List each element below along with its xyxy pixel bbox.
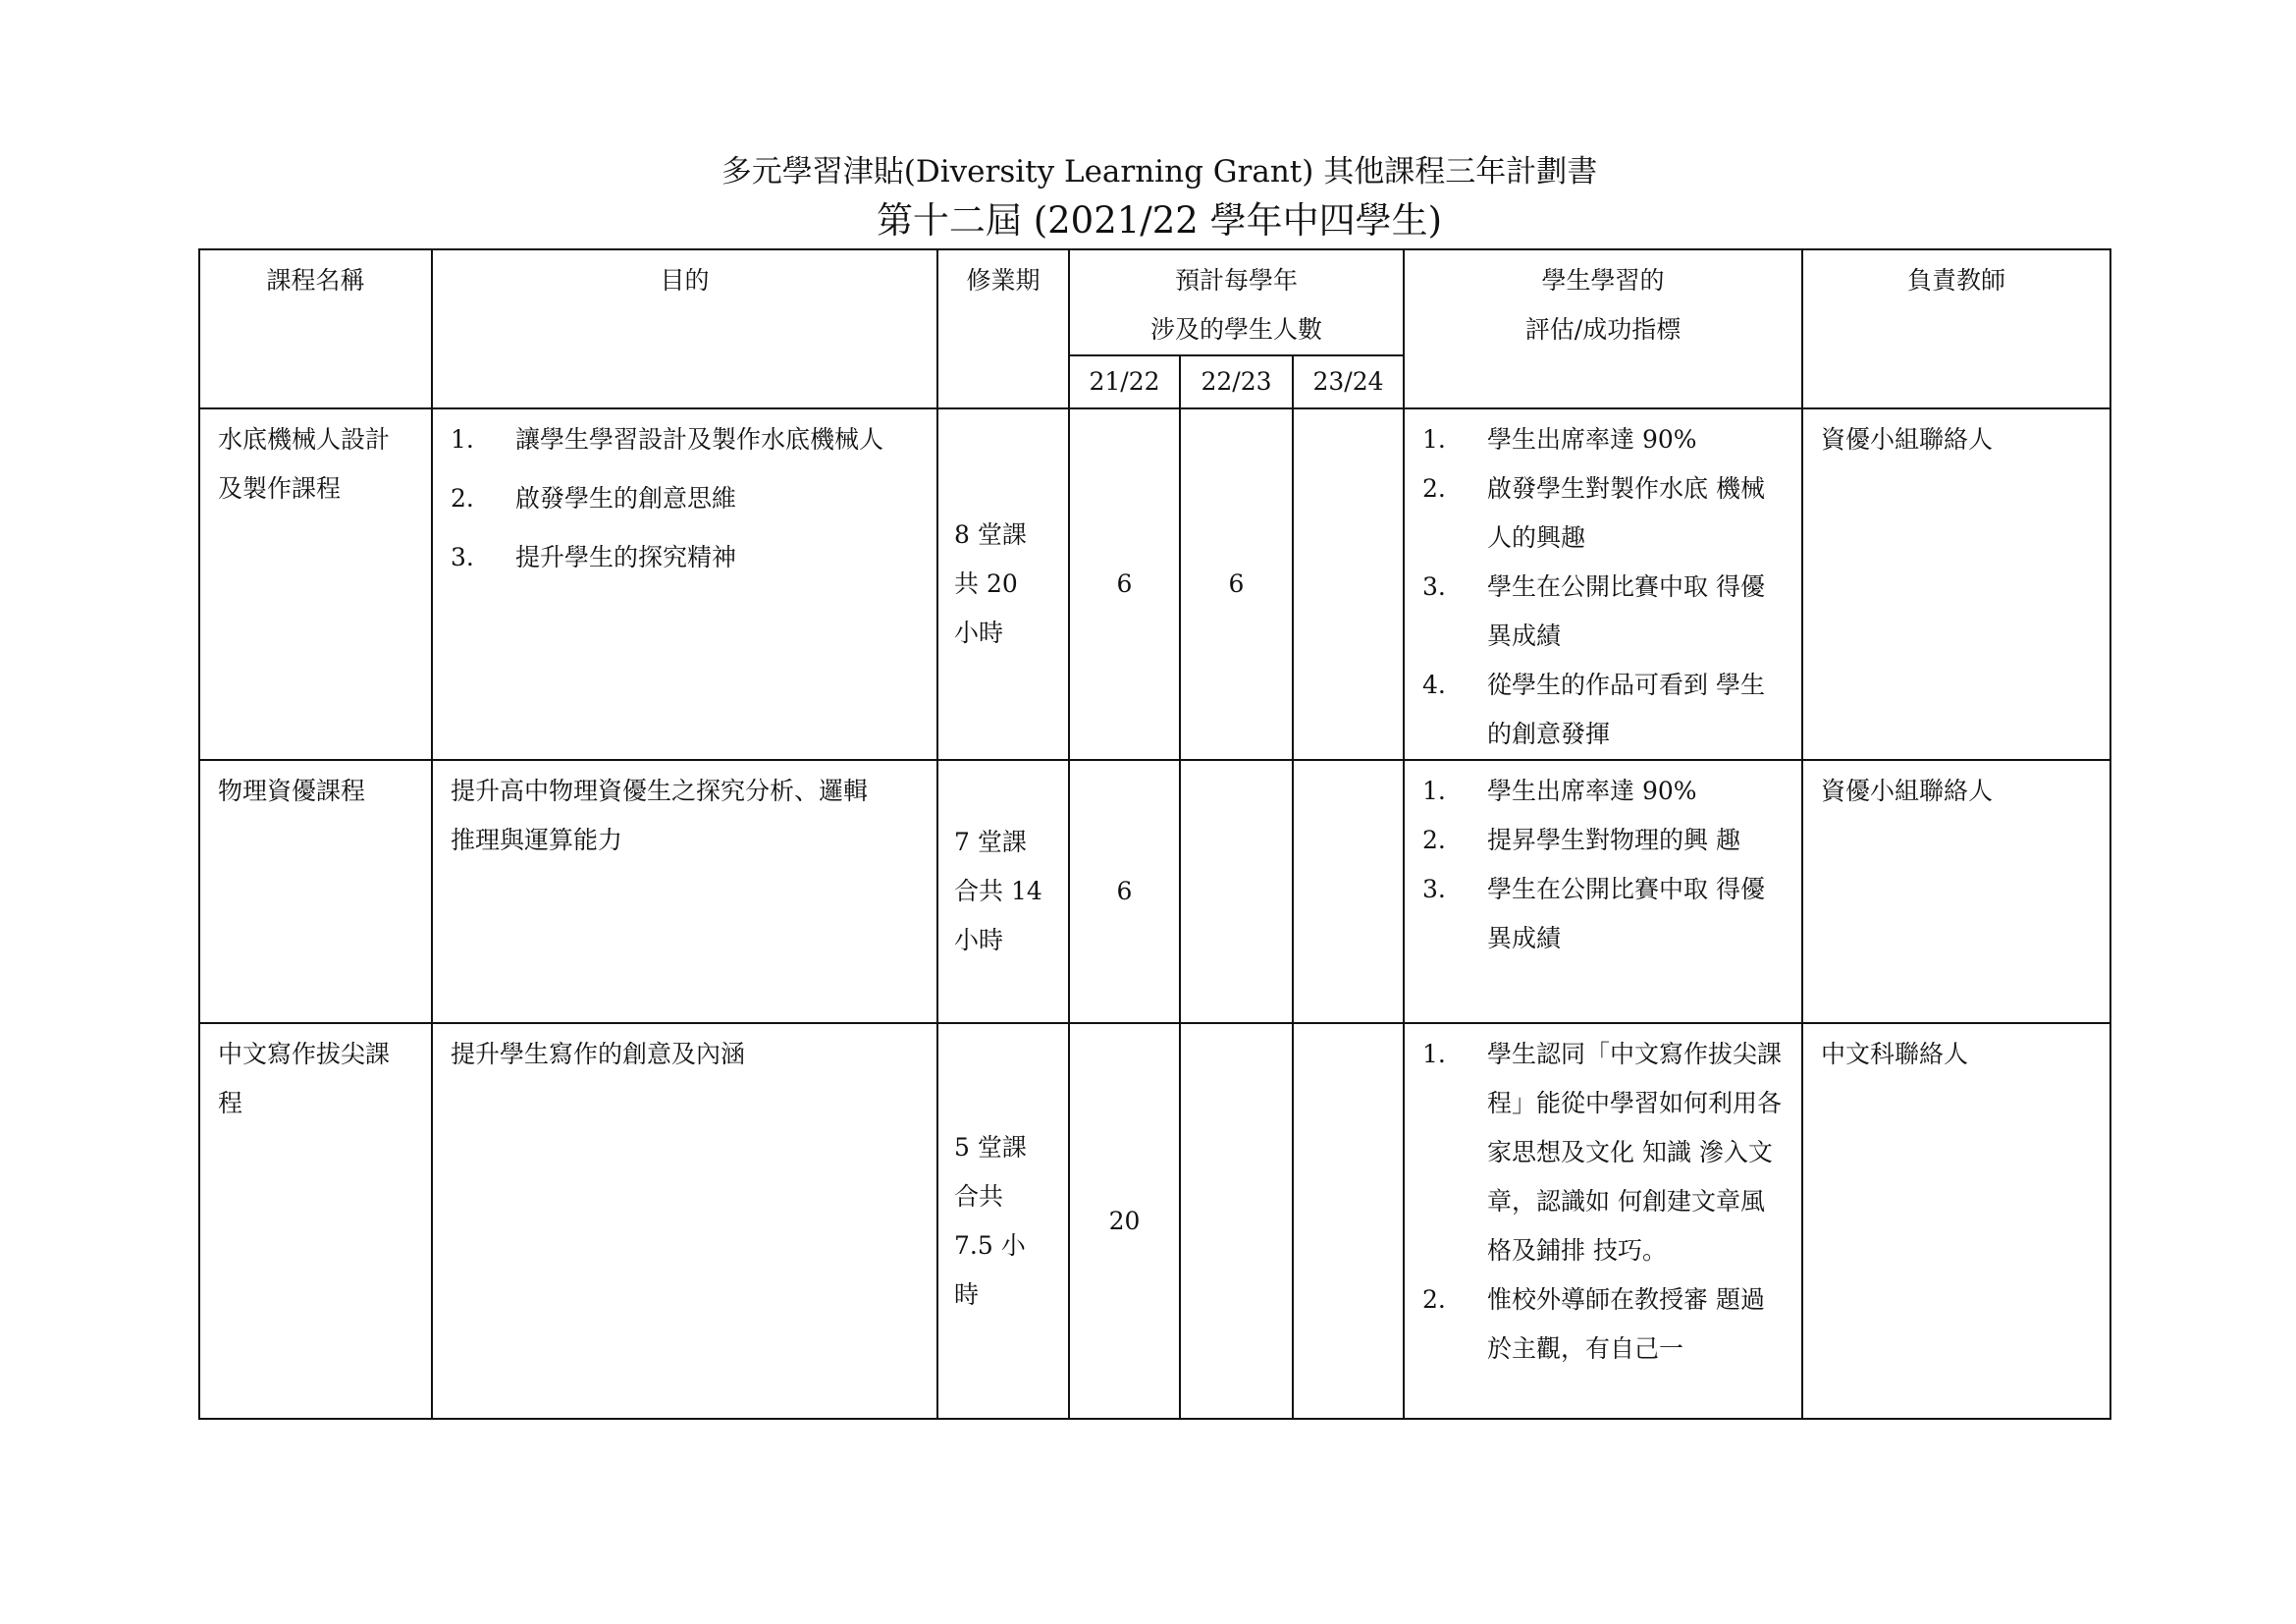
plan-table [198, 248, 2111, 1420]
duration: 5 堂課 合共 7.5 小 時 [937, 1023, 1069, 1419]
teacher: 資優小組聯絡人 [1802, 408, 2110, 760]
list-item: 2. 啟發學生的創意思維 [451, 484, 737, 513]
list-item: 4. 從學生的作品可看到 學生的創意發揮 [1422, 671, 1765, 748]
table-row [199, 1023, 2110, 1419]
list-item: 1. 讓學生學習設計及製作水底機械人 [451, 425, 884, 454]
list-item: 1. 學生出席率達 90% [1422, 777, 1697, 805]
teacher: 資優小組聯絡人 [1802, 760, 2110, 1023]
duration: 7 堂課 合共 14 小時 [937, 760, 1069, 1023]
table-row [199, 760, 2110, 1023]
year-2223: 22/23 [1180, 355, 1293, 408]
evaluation [1404, 1023, 1802, 1419]
purpose: 提升高中物理資優生之探究分析、邏輯 推理與運算能力 [432, 760, 937, 1023]
header-teacher: 負責教師 [1802, 249, 2110, 408]
header-row [199, 249, 2110, 355]
purpose: 提升學生寫作的創意及內涵 [432, 1023, 937, 1419]
list-item: 1. 學生認同「中文寫作拔尖課程」能從中學習如何利用各家思想及文化 知識 滲入文章，認識如 何創建文章風格及鋪排 技巧。 [1422, 1040, 1783, 1265]
header-eval-line1: 學生學習的 [1541, 266, 1665, 295]
list-item: 3. 提升學生的探究精神 [451, 543, 737, 571]
evaluation [1404, 760, 1802, 1023]
year-2324: 23/24 [1293, 355, 1404, 408]
course-name: 中文寫作拔尖課 程 [199, 1023, 432, 1419]
course-name: 物理資優課程 [199, 760, 432, 1023]
document-subtitle: 第十二屆 (2021/22 學年中四學生) [876, 199, 1443, 242]
count-2324 [1293, 1023, 1404, 1419]
course-name: 水底機械人設計 及製作課程 [199, 408, 432, 760]
evaluation-list [1422, 1030, 1784, 1374]
count-2223: 6 [1180, 408, 1293, 760]
count-2122: 20 [1069, 1023, 1180, 1419]
header-students [1069, 249, 1404, 355]
teacher: 中文科聯絡人 [1802, 1023, 2110, 1419]
duration: 8 堂課 共 20 小時 [937, 408, 1069, 760]
header-duration: 修業期 [937, 249, 1069, 408]
count-2122: 6 [1069, 760, 1180, 1023]
header-evaluation [1404, 249, 1802, 408]
list-item: 3. 學生在公開比賽中取 得優異成績 [1422, 572, 1765, 650]
header-eval-line2: 評估/成功指標 [1524, 315, 1682, 344]
header-course: 課程名稱 [199, 249, 432, 408]
count-2324 [1293, 760, 1404, 1023]
year-2122: 21/22 [1069, 355, 1180, 408]
evaluation-list [1422, 767, 1784, 963]
list-item: 2. 提昇學生對物理的興 趣 [1422, 826, 1740, 854]
list-item: 1. 學生出席率達 90% [1422, 425, 1697, 454]
header-students-line1: 預計每學年 [1175, 266, 1299, 295]
purpose-list [451, 415, 919, 582]
count-2122: 6 [1069, 408, 1180, 760]
evaluation [1404, 408, 1802, 760]
document-title: 多元學習津貼(Diversity Learning Grant) 其他課程三年計劃書 [721, 154, 1598, 189]
table-row [199, 408, 2110, 760]
purpose [432, 408, 937, 760]
list-item: 2. 啟發學生對製作水底 機械人的興趣 [1422, 474, 1765, 552]
header-students-line2: 涉及的學生人數 [1150, 315, 1323, 344]
count-2223 [1180, 1023, 1293, 1419]
header-purpose: 目的 [432, 249, 937, 408]
list-item: 3. 學生在公開比賽中取 得優異成績 [1422, 875, 1765, 952]
evaluation-list [1422, 415, 1784, 759]
count-2223 [1180, 760, 1293, 1023]
count-2324 [1293, 408, 1404, 760]
list-item: 2. 惟校外導師在教授審 題過於主觀，有自己一 [1422, 1285, 1765, 1363]
